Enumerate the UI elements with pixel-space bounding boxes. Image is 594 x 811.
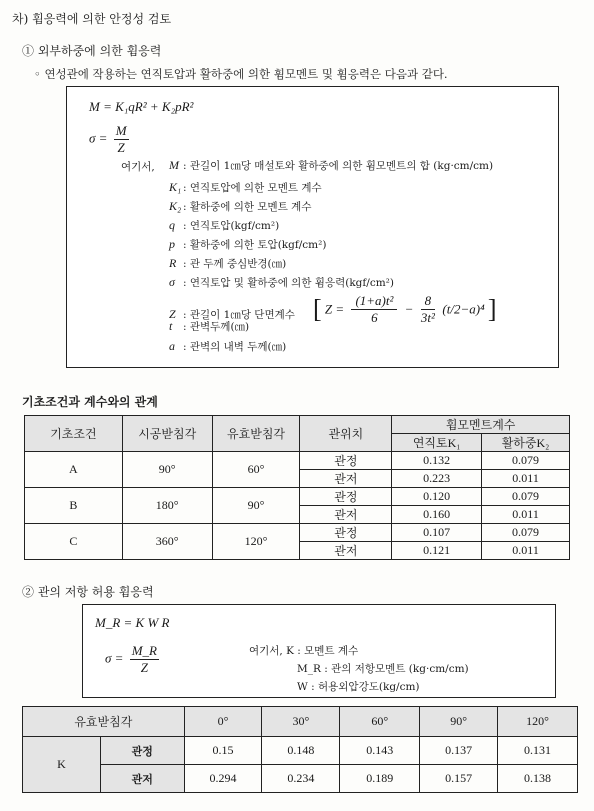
left-bracket: [ [313,294,322,324]
cell-k1: 0.132 [392,452,482,470]
cell-cond: B [25,488,123,524]
z-formula-tail: (t/2−a)⁴ [442,301,485,317]
cell-cond: A [25,452,123,488]
def-text: : 관벽두께(㎝) [183,321,250,333]
table-row [25,524,570,542]
coefficient-table [24,415,570,560]
cell-k1: 0.160 [392,506,482,524]
cell-position: 관정 [300,524,392,542]
sub2-def-0: 여기서, K : 모멘트 계수 [249,645,359,657]
header-cond: 기초조건 [25,416,123,452]
cell-position: 관정 [300,488,392,506]
stress-eq-num: M [115,123,127,138]
sub2-def-1: M_R : 관의 저항모멘트 (kg·cm/cm) [297,663,469,675]
cell-position: 관저 [300,506,392,524]
def-text: : 관 두께 중심반경(㎝) [183,258,287,270]
def-symbol: a [169,339,175,353]
cell-cond: C [25,524,123,560]
def-symbol: K₂ [169,199,182,213]
def-text: : 활하중에 의한 토압(kgf/cm²) [183,239,327,251]
resist-stress-equation [105,643,159,676]
t2-value: 0.189 [340,765,420,793]
cell-k2: 0.011 [482,506,570,524]
z-frac2-num: 8 [421,293,436,310]
table-row [23,737,578,765]
z-formula-lhs: Z = [324,301,345,317]
header-moment-coef: 휨모멘트계수 [392,416,570,434]
def-text: : 관길이 1㎝당 매설토와 활하중에 의한 휨모멘트의 합 (kg·cm/cm) [183,160,494,172]
cell-k2: 0.079 [482,524,570,542]
t2-angle-0: 0° [184,707,262,737]
cell-k1: 0.121 [392,542,482,560]
t2-value: 0.148 [262,737,340,765]
cell-k2: 0.011 [482,470,570,488]
def-text: : 연직토압(kgf/cm²) [183,220,280,232]
def-symbol: Z [169,307,176,321]
table-row [25,452,570,470]
stress-equation [89,123,129,156]
t2-value: 0.137 [420,737,498,765]
header-position: 관위치 [300,416,392,452]
def-symbol: M [169,158,179,172]
def-symbol: K₁ [169,180,182,194]
resist-moment-equation: M_R = K W R [95,615,170,630]
t2-value: 0.131 [498,737,578,765]
t2-row-label: K [23,737,101,793]
cell-const-angle: 180° [122,488,212,524]
table1-title: 기초조건과 계수와의 관계 [22,395,158,409]
formula-box-1 [66,86,559,368]
stress-eq-den: Z [117,140,125,155]
header-k1: 연직토K₁ [392,434,482,452]
t2-value: 0.143 [340,737,420,765]
where-prefix: 여기서, [121,161,155,173]
z-frac2-den: 3t² [420,310,435,325]
subsection-1-title: ① 외부하중에 의한 휨응력 [22,44,162,58]
cell-k1: 0.120 [392,488,482,506]
header-const-angle: 시공받침각 [122,416,212,452]
def-symbol: q [169,218,175,232]
t2-position: 관정 [100,737,184,765]
t2-angle-2: 60° [340,707,420,737]
cell-eff-angle: 60° [212,452,300,488]
cell-k1: 0.223 [392,470,482,488]
def-symbol: p [169,237,175,251]
cell-k2: 0.011 [482,542,570,560]
def-text: : 관길이 1㎝당 단면계수 [183,309,295,321]
table-row [23,765,578,793]
cell-k1: 0.107 [392,524,482,542]
resist-stress-den: Z [140,660,148,675]
formula-box-2 [82,604,556,698]
cell-position: 관저 [300,470,392,488]
def-symbol: t [169,319,173,333]
k-coefficient-table [22,706,578,793]
subsection-1-intro: ◦ 연성관에 작용하는 연직토압과 활하중에 의한 휨모멘트 및 휨응력은 다음과 같다. [34,67,448,81]
cell-const-angle: 360° [122,524,212,560]
cell-eff-angle: 120° [212,524,300,560]
z-frac1-num: (1+a)t² [351,293,397,310]
def-text: : 관벽의 내벽 두께(㎝) [183,341,287,353]
t2-value: 0.15 [184,737,262,765]
t2-angle-4: 120° [498,707,578,737]
resist-stress-lhs: σ = [105,650,124,666]
cell-k2: 0.079 [482,452,570,470]
def-text: : 연직토압에 의한 모멘트 계수 [183,182,322,194]
def-text: : 연직토압 및 활하중에 의한 휨응력(kgf/cm²) [183,277,394,289]
cell-k2: 0.079 [482,488,570,506]
resist-stress-num: M_R [131,643,157,658]
right-bracket: ] [487,294,497,324]
header-eff-angle: 유효받침각 [212,416,300,452]
t2-value: 0.294 [184,765,262,793]
t2-value: 0.157 [420,765,498,793]
z-formula-minus: − [404,301,414,317]
def-symbol: R [169,256,177,270]
def-symbol: σ [169,275,175,289]
moment-equation: M = K₁qR² + K₂pR² [89,99,194,114]
cell-eff-angle: 90° [212,488,300,524]
z-frac1-den: 6 [371,310,378,325]
t2-position: 관저 [100,765,184,793]
subsection-2-title: ② 관의 저항 허용 휨응력 [22,585,154,599]
stress-eq-lhs: σ = [89,130,108,146]
cell-position: 관저 [300,542,392,560]
sub2-def-2: W : 허용외압강도(kg/cm) [297,681,420,693]
def-text: : 활하중에 의한 모멘트 계수 [183,201,312,213]
t2-value: 0.138 [498,765,578,793]
z-formula [313,293,497,326]
cell-position: 관정 [300,452,392,470]
table-row [25,488,570,506]
cell-const-angle: 90° [122,452,212,488]
section-title: 차) 휨응력에 의한 안정성 검토 [12,12,172,26]
header-k2: 활하중K₂ [482,434,570,452]
t2-angle-3: 90° [420,707,498,737]
t2-angle-1: 30° [262,707,340,737]
t2-value: 0.234 [262,765,340,793]
t2-header-label: 유효받침각 [23,707,185,737]
